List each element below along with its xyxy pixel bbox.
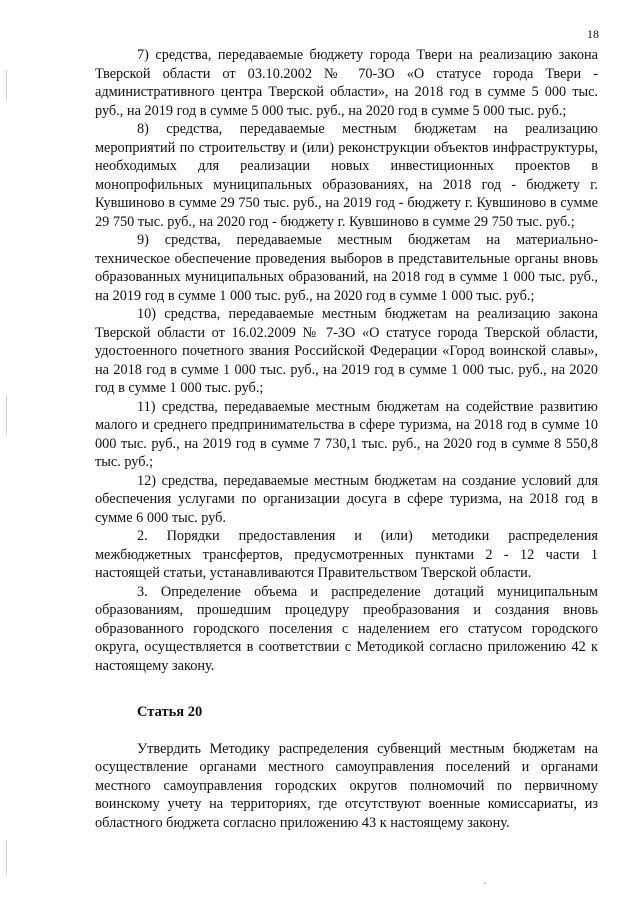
document-body (95, 46, 598, 832)
paragraph-item-9: 9) средства, передаваемые местным бюджетам на материально-техническое обеспечение проведения выборов в представительные органы вновь образованных муниципальных образований, на 2018 год в сумме 1 000 тыс. руб., на 2019 год в сумме 1 000 тыс. руб., на 2020 год в сумме 1 000 тыс. руб.; (95, 232, 598, 304)
article-text: Утвердить Методику распределения субвенций местным бюджетам на осуществление органами местного самоуправления поселений и органами местного самоуправления городских округов полномочий по первичному воинскому учету на территориях, где отсутствуют военные комиссариаты, из областного бюджета согласно приложению 43 к настоящему закону. (95, 740, 598, 831)
paragraph-item-7: 7) средства, передаваемые бюджету города Твери на реализацию закона Тверской области от 03.10.2002 № 70-ЗО «О статусе города Твери - административного центра Тверской области», на 2018 год в сумме 5 000 тыс. руб., на 2019 год в сумме 5 000 тыс. руб., на 2020 год в сумме 5 000 тыс. руб.; (95, 47, 598, 119)
paragraph-part-2: 2. Порядки предоставления и (или) методики распределения межбюджетных трансфертов, предусмотренных пунктами 2 - 12 части 1 настоящей статьи, устанавливаются Правительством Тверской области. (95, 528, 598, 581)
paragraph-item-8: 8) средства, передаваемые местным бюджетам на реализацию мероприятий по строительству и (или) реконструкции объектов инфраструктуры, необходимых для реализации новых инвестиционных проектов в монопрофильных муниципальных образованиях, на 2018 год - бюджету г. Кувшиново в сумме 29 750 тыс. руб., на 2019 год - бюджету г. Кувшиново в сумме 29 750 тыс. руб., на 2020 год - бюджету г. Кувшиново в сумме 29 750 тыс. руб.; (95, 121, 598, 230)
article-heading: Статья 20 (137, 704, 203, 720)
paragraph-item-11: 11) средства, передаваемые местным бюджетам на содействие развитию малого и среднего предпринимательства в сфере туризма, на 2018 год в сумме 10 000 тыс. руб., на 2019 год в сумме 7 730,1 тыс. руб., на 2020 год в сумме 8 550,8 тыс. руб.; (95, 398, 598, 470)
scan-margin-mark (6, 395, 7, 435)
paragraph-part-3: 3. Определение объема и распределение дотаций муниципальным образованиям, прошедшим процедуру преобразования и создания вновь образованного городского поселения с наделением его статусом городского округа, осуществляется в соответствии с Методикой согласно приложению 42 к настоящему закону. (95, 583, 598, 674)
page-number: 18 (587, 27, 599, 41)
scan-speck (484, 882, 486, 884)
scan-margin-mark (6, 840, 7, 875)
scan-margin-mark (6, 70, 7, 100)
paragraph-item-12: 12) средства, передаваемые местным бюджетам на создание условий для обеспечения услугами по организации досуга в сфере туризма, на 2018 год в сумме 6 000 тыс. руб. (95, 472, 598, 526)
paragraph-item-10: 10) средства, передаваемые местным бюджетам на реализацию закона Тверской области от 16.02.2009 № 7-ЗО «О статусе города Тверской области, удостоенного почетного звания Российской Федерации «Город воинской славы», на 2018 год в сумме 1 000 тыс. руб., на 2019 год в сумме 1 000 тыс. руб., на 2020 год в сумме 1 000 тыс. руб.; (95, 306, 598, 396)
